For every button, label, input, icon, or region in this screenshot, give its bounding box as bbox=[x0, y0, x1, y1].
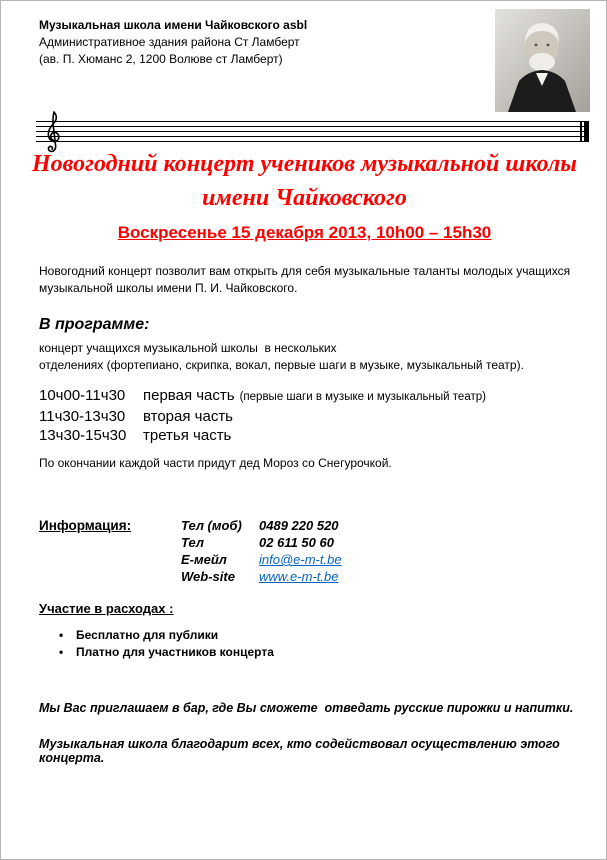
website-link[interactable]: www.e-m-t.be bbox=[259, 569, 339, 584]
school-name: Музыкальная школа имени Чайковского asbl bbox=[39, 18, 308, 32]
info-row-phone bbox=[181, 534, 342, 551]
email-link[interactable]: info@e-m-t.be bbox=[259, 552, 342, 567]
final-barline-thin bbox=[580, 121, 582, 142]
thanks-note: Музыкальная школа благодарит всех, кто содействовал осуществлению этого концерта. bbox=[39, 737, 560, 765]
schedule-time: 13ч30-15ч30 bbox=[39, 427, 127, 444]
info-row-mobile bbox=[181, 517, 342, 534]
phone-label: Тел bbox=[181, 535, 204, 550]
intro-paragraph: Новогодний концерт позволит вам открыть для себя музыкальные таланты молодых учащихся музыкальной школы имени П. И. Чайковского. bbox=[39, 264, 571, 295]
portrait-photo bbox=[495, 9, 590, 112]
info-row-website bbox=[181, 568, 342, 585]
schedule-row bbox=[39, 426, 584, 445]
address-line-1: Административное здания района Ст Ламберт bbox=[39, 35, 300, 49]
schedule-time: 10ч00-11ч30 bbox=[39, 387, 126, 404]
program-heading: В программе: bbox=[39, 316, 150, 333]
bar-invitation-note: Мы Вас приглашаем в бар, где Вы сможете отведать русские пирожки и напитки. bbox=[39, 701, 574, 715]
schedule-part: первая часть bbox=[143, 387, 235, 404]
participation-list bbox=[59, 627, 274, 661]
schedule-time: 11ч30-13ч30 bbox=[39, 408, 126, 425]
program-description-line-1: концерт учащихся музыкальной школы в нескольких bbox=[39, 341, 337, 355]
schedule-part: вторая часть bbox=[143, 408, 233, 425]
schedule bbox=[39, 386, 584, 445]
program-description-line-2: отделениях (фортепиано, скрипка, вокал, первые шаги в музыке, музыкальный театр). bbox=[39, 358, 524, 372]
participation-heading: Участие в расходах : bbox=[39, 601, 174, 616]
staff-lines bbox=[36, 121, 589, 143]
santa-note: По окончании каждой части придут дед Мороз со Снегурочкой. bbox=[39, 456, 392, 470]
email-label: Е-мейл bbox=[181, 552, 227, 567]
schedule-note: (первые шаги в музыке и музыкальный театр) bbox=[239, 391, 486, 403]
mobile-value: 0489 220 520 bbox=[259, 518, 339, 533]
header bbox=[39, 17, 307, 68]
info-rows bbox=[181, 517, 342, 585]
mobile-label: Тел (моб) bbox=[181, 518, 242, 533]
schedule-part: третья часть bbox=[143, 427, 232, 444]
schedule-row bbox=[39, 386, 584, 407]
info-heading: Информация: bbox=[39, 518, 132, 533]
participation-item: • Платно для участников концерта bbox=[59, 644, 274, 661]
phone-value: 02 611 50 60 bbox=[259, 535, 334, 550]
participation-item: • Бесплатно для публики bbox=[59, 627, 274, 644]
address-line-2: (ав. П. Хюманс 2, 1200 Волюве ст Ламберт) bbox=[39, 52, 283, 66]
final-barline-thick bbox=[584, 121, 589, 142]
schedule-row bbox=[39, 407, 584, 426]
website-label: Web-site bbox=[181, 569, 235, 584]
info-row-email bbox=[181, 551, 342, 568]
concert-datetime: Воскресенье 15 декабря 2013, 10h00 – 15h30 bbox=[117, 223, 492, 242]
tchaikovsky-portrait bbox=[495, 9, 590, 112]
concert-title: Новогодний концерт учеников музыкальной школы имени Чайковского bbox=[32, 151, 577, 211]
